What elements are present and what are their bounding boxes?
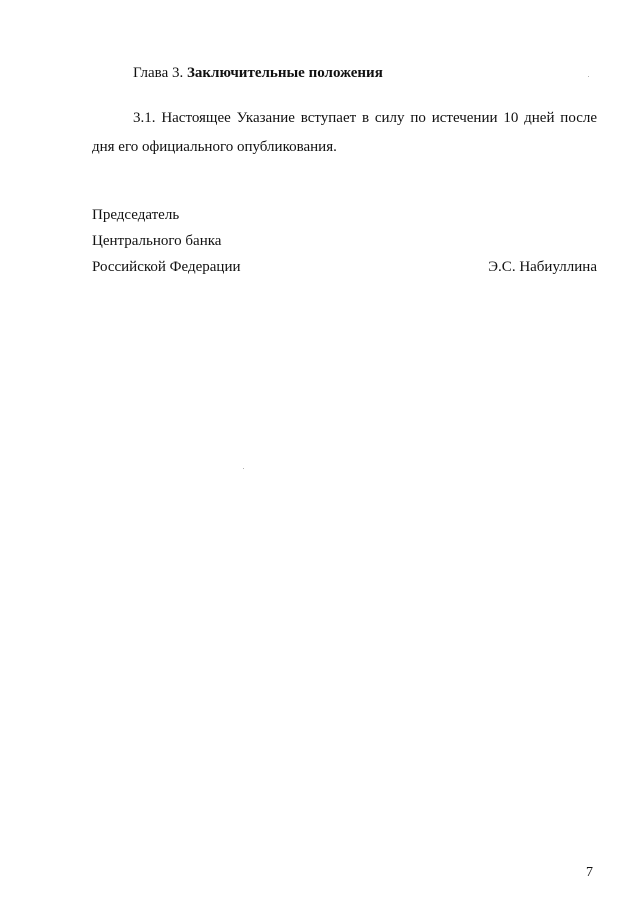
signatory-name: Э.С. Набиуллина: [488, 259, 597, 275]
signatory-organization: Центрального банка: [92, 233, 222, 249]
chapter-heading: [133, 65, 383, 82]
signature-row: [92, 254, 597, 280]
signature-block: [92, 202, 597, 280]
scan-speck: [243, 468, 244, 469]
page-number: 7: [586, 865, 593, 880]
chapter-label: Глава 3.: [133, 65, 184, 81]
paragraph-3-1: 3.1. Настоящее Указание вступает в силу по истечении 10 дней после дня его официального опубликования.: [92, 110, 597, 155]
signatory-organization-country: Российской Федерации: [92, 259, 241, 275]
chapter-title: Заключительные положения: [186, 65, 383, 81]
signatory-position: Председатель: [92, 207, 180, 223]
scan-speck: [588, 76, 589, 77]
